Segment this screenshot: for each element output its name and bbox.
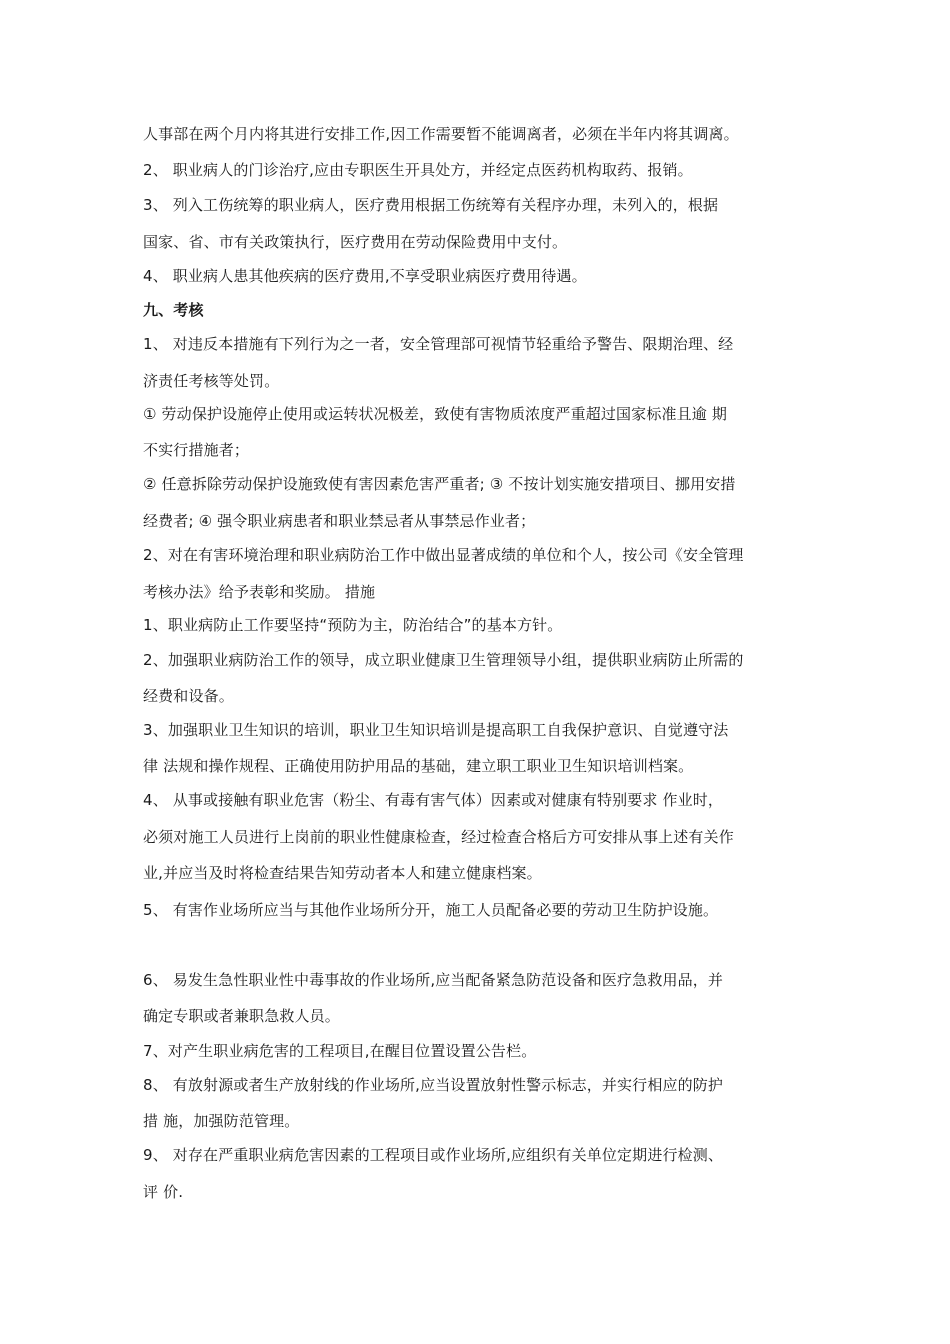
text-line: 评 价. [143,1183,184,1201]
text-line: 措 施，加强防范管理。 [143,1112,300,1130]
text-line: ① 劳动保护设施停止使用或运转状况极差，致使有害物质浓度严重超过国家标准且逾 期 [143,405,727,423]
text-line: 9、 对存在严重职业病危害因素的工程项目或作业场所,应组织有关单位定期进行检测、 [143,1146,724,1164]
text-line: 1、 对违反本措施有下列行为之一者，安全管理部可视情节轻重给予警告、限期治理、经 [143,335,734,353]
text-line: 2、 职业病人的门诊治疗,应由专职医生开具处方，并经定点医药机构取药、报销。 [143,161,693,179]
text-line: 8、 有放射源或者生产放射线的作业场所,应当设置放射性警示标志，并实行相应的防护 [143,1076,724,1094]
text-line: 律 法规和操作规程、正确使用防护用品的基础，建立职工职业卫生知识培训档案。 [143,757,694,775]
text-line: 经费者; ④ 强令职业病患者和职业禁忌者从事禁忌作业者； [143,512,536,530]
text-line: 经费和设备。 [143,687,234,705]
section-heading: 九、考核 [143,301,204,319]
text-line: ② 任意拆除劳动保护设施致使有害因素危害严重者; ③ 不按计划实施安措项目、挪用安措 [143,475,736,493]
text-line: 1、职业病防止工作要坚持“预防为主，防治结合”的基本方针。 [143,616,563,634]
text-line: 4、 职业病人患其他疾病的医疗费用,不享受职业病医疗费用待遇。 [143,267,587,285]
text-line: 5、 有害作业场所应当与其他作业场所分开，施工人员配备必要的劳动卫生防护设施。 [143,901,719,919]
text-line: 4、 从事或接触有职业危害（粉尘、有毒有害气体）因素或对健康有特别要求 作业时， [143,791,724,809]
text-line: 济责任考核等处罚。 [143,372,280,390]
text-line: 6、 易发生急性职业性中毒事故的作业场所,应当配备紧急防范设备和医疗急救用品，并 [143,971,724,989]
text-line: 必须对施工人员进行上岗前的职业性健康检查，经过检查合格后方可安排从事上述有关作 [143,828,734,846]
text-line: 国家、省、市有关政策执行，医疗费用在劳动保险费用中支付。 [143,233,568,251]
text-line: 人事部在两个月内将其进行安排工作,因工作需要暂不能调离者，必须在半年内将其调离。 [143,125,739,143]
text-line: 7、对产生职业病危害的工程项目,在醒目位置设置公告栏。 [143,1042,537,1060]
text-line: 2、加强职业病防治工作的领导，成立职业健康卫生管理领导小组，提供职业病防止所需的 [143,651,744,669]
text-line: 2、对在有害环境治理和职业病防治工作中做出显著成绩的单位和个人，按公司《安全管理 [143,546,744,564]
text-line: 3、加强职业卫生知识的培训，职业卫生知识培训是提高职工自我保护意识、自觉遵守法 [143,721,729,739]
text-line: 业,并应当及时将检查结果告知劳动者本人和建立健康档案。 [143,864,542,882]
text-line: 不实行措施者； [143,441,250,459]
text-line: 3、 列入工伤统筹的职业病人，医疗费用根据工伤统筹有关程序办理，未列入的，根据 [143,196,719,214]
text-line: 确定专职或者兼职急救人员。 [143,1007,340,1025]
text-line: 考核办法》给予表彰和奖励。 措施 [143,583,376,601]
